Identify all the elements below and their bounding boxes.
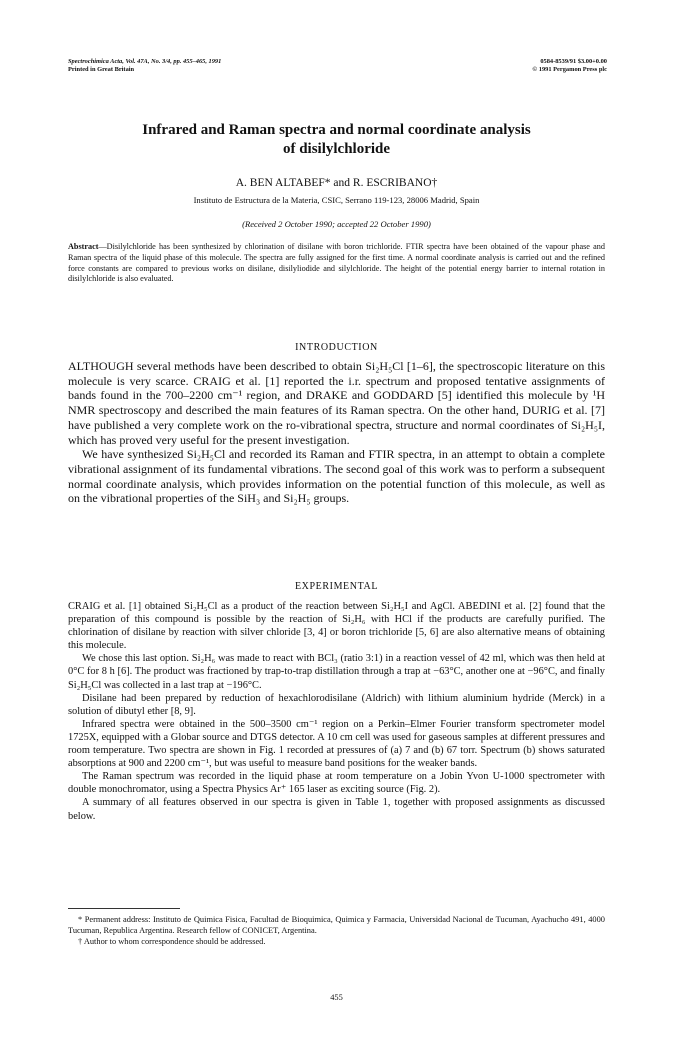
abstract-text: —Disilylchloride has been synthesized by chlorination of disilane with boron trichloride. FTIR spectra have been obtained of the vapour phase and Raman spectra of the liquid phase of this molecule. The spectra are fully assigned for the first time. A normal coordinate analysis is carried out and the refined force constants are compared to previous works on disilane, disilyliodide and silylchloride. The height of the potential energy barrier to internal rotation in disilylchloride is also evaluated. xyxy=(68,242,605,284)
experimental-paragraph: Infrared spectra were obtained in the 500–3500 cm⁻¹ region on a Perkin–Elmer Fourier transform spectrometer model 1725X, equipped with a Globar source and DTGS detector. A 10 cm cell was used for gaseous samples at different pressures and room temperature. Two spectra are shown in Fig. 1 recorded at pressures of (a) 7 and (b) 67 torr. Spectrum (b) shows saturated absorptions at 900 and 2200 cm⁻¹, but was useful to measure band positions for the weaker bands. xyxy=(68,718,605,770)
page-number: 455 xyxy=(330,993,343,1002)
introduction-heading: INTRODUCTION xyxy=(295,342,378,353)
received-dates: (Received 2 October 1990; accepted 22 October 1990) xyxy=(242,219,431,229)
experimental-paragraph: CRAIG et al. [1] obtained Si₂H₅Cl as a product of the reaction between Si₂H₅I and AgCl. ABEDINI et al. [2] found that the preparation of this compound is possible by the reaction of Si₂H₆ with HCl if the products are carefully purified. The chlorination of disilane by reaction with silver chloride [3, 4] or boron trichloride [5, 6] are also alternative means of obtaining this molecule. xyxy=(68,601,605,652)
affiliation: Instituto de Estructura de la Materia, CSIC, Serrano 119-123, 28006 Madrid, Spain xyxy=(193,195,480,205)
experimental-paragraph: A summary of all features observed in our spectra is given in Table 1, together with proposed assignments as discussed below. xyxy=(68,797,605,822)
footnotes xyxy=(68,914,605,947)
introduction-paragraph: We have synthesized Si₂H₅Cl and recorded its Raman and FTIR spectra, in an attempt to obtain a complete vibrational assignment of its fundamental vibrations. The second goal of this work was to perform a subsequent normal coordinate analysis, which provides information on the potential function of this molecule, as well as on the vibrational properties of the SiH₃ and Si₂H₅ groups. xyxy=(68,447,605,506)
experimental-body xyxy=(68,600,605,823)
experimental-paragraph: The Raman spectrum was recorded in the liquid phase at room temperature on a Jobin Yvon U-1000 spectrometer with double monochromator, using a Spectra Physics Ar⁺ 165 laser as exciting source (Fig. 2). xyxy=(68,771,605,796)
journal-citation: Spectrochimica Acta, Vol. 47A, No. 3/4, pp. 455–465, 1991 xyxy=(68,58,222,65)
experimental-paragraph: Disilane had been prepared by reduction of hexachlorodisilane (Aldrich) with lithium aluminium hydride (Merck) in a solution of dibutyl ether [8, 9]. xyxy=(68,692,605,717)
footnote-divider xyxy=(68,908,180,909)
experimental-paragraph: We chose this last option. Si₂H₆ was made to react with BCl₃ (ratio 3:1) in a reaction vessel of 42 ml, which was then held at 0°C for 8 h [6]. The product was fractioned by trap-to-trap distillation through a trap at −63°C, another one at −96°C, and finally Si₂H₅Cl was collected in a last trap at −196°C. xyxy=(68,653,605,691)
footnote-permanent-address: * Permanent address: Instituto de Quimica Fisica, Facultad de Bioquimica, Quimica y Farmacia, Universidad Nacional de Tucuman, Ayachucho 491, 4000 Tucuman, Republica Argentina. Research fellow of CONICET, Argentina. xyxy=(68,915,605,935)
article-title xyxy=(68,121,605,159)
printed-location: Printed in Great Britain xyxy=(68,66,135,73)
author-list: A. BEN ALTABEF* and R. ESCRIBANO† xyxy=(235,177,438,189)
introduction-body xyxy=(68,359,605,506)
abstract-label: Abstract xyxy=(68,242,99,251)
copyright-notice: © 1991 Pergamon Press plc xyxy=(532,66,607,73)
footnote-correspondence: † Author to whom correspondence should be addressed. xyxy=(78,937,266,946)
publisher-header xyxy=(532,58,607,74)
article-code: 0584-8539/91 $3.00+0.00 xyxy=(540,58,607,65)
experimental-heading: EXPERIMENTAL xyxy=(294,581,379,592)
abstract xyxy=(68,242,605,285)
journal-header xyxy=(68,58,221,74)
introduction-paragraph: ALTHOUGH several methods have been described to obtain Si₂H₅Cl [1–6], the spectroscopic literature on this molecule is very scarce. CRAIG et al. [1] reported the i.r. spectrum and proposed tentative assignments of bands found in the 700–2200 cm⁻¹ region, and DRAKE and GODDARD [5] identified this molecule by ¹H NMR spectroscopy and described the main features of its Raman spectra. On the other hand, DURIG et al. [7] have published a very complete work on the ro-vibrational spectra, structure and normal coordinates of Si₂H₅I, which has proved very useful for the present investigation. xyxy=(68,359,605,447)
title-line-1: Infrared and Raman spectra and normal coordinate analysis xyxy=(142,122,531,138)
title-line-2: of disilylchloride xyxy=(282,141,391,157)
